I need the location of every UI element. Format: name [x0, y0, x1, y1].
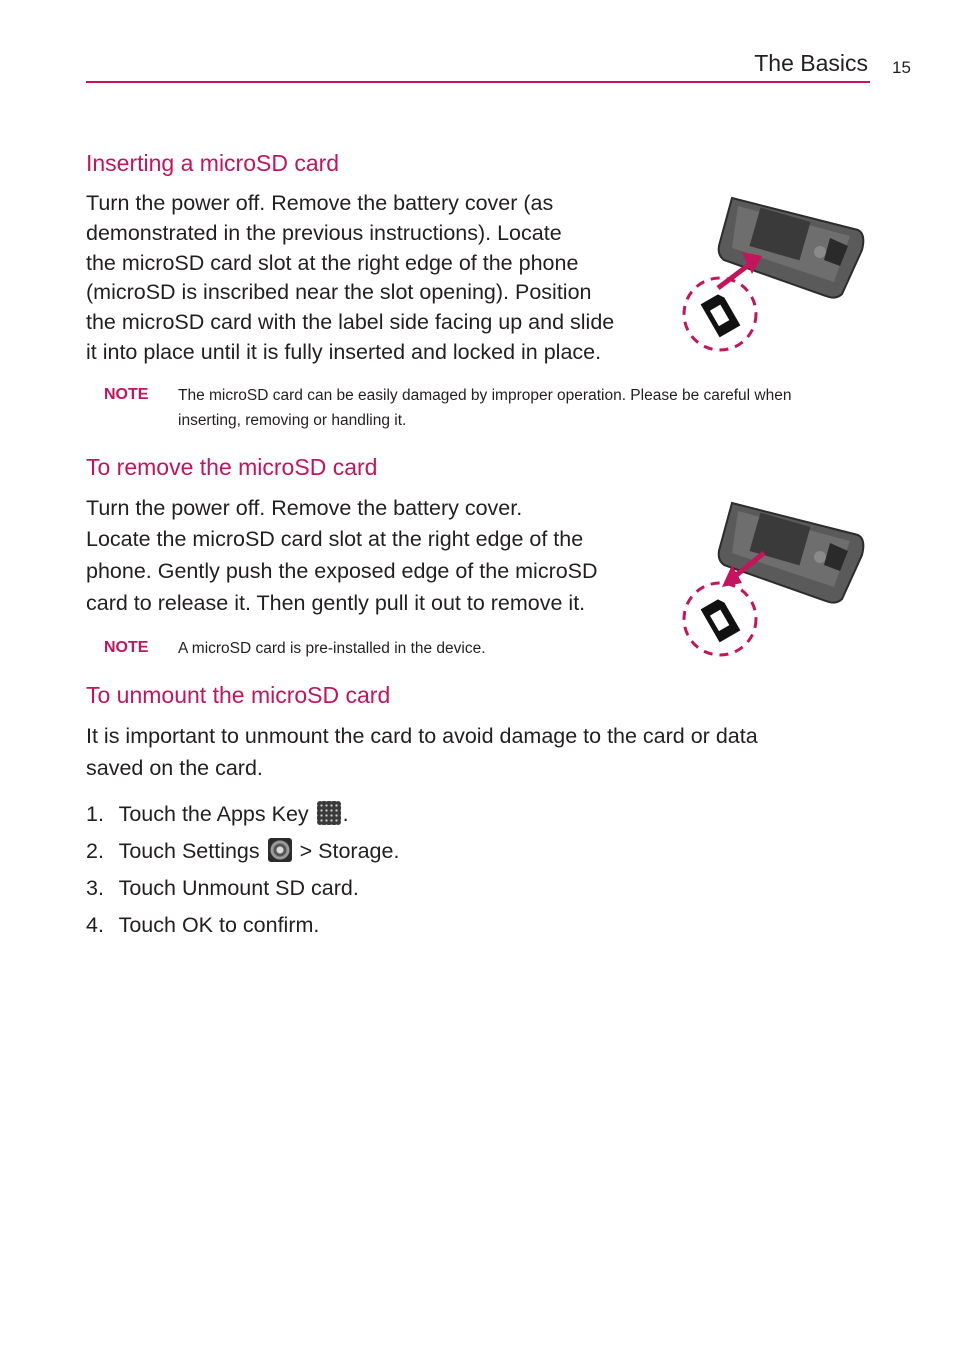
ui-label-settings: Settings	[181, 839, 260, 863]
text-line: card to release it. Then gently pull it out to remove it.	[86, 591, 586, 615]
step-item	[86, 870, 399, 907]
ui-label-ok: OK	[181, 913, 214, 937]
microsd-card-icon	[701, 292, 741, 337]
text-line: saved on the card.	[86, 756, 263, 780]
step-text: Touch	[118, 913, 182, 937]
ui-label-apps-key: Apps Key	[216, 802, 309, 826]
phone-icon	[719, 503, 864, 603]
ui-label-storage: Storage	[318, 839, 394, 863]
settings-icon	[268, 838, 292, 862]
text-line: Turn the power off. Remove the battery cover (as	[86, 191, 554, 215]
text-line: the microSD card with the label side facing up and slide	[86, 310, 615, 334]
step-number: 4.	[86, 913, 104, 937]
note-label: NOTE	[104, 639, 149, 656]
step-text: .	[393, 839, 400, 863]
text-line: demonstrated in the previous instructions). Locate	[86, 221, 562, 245]
heading-remove-microsd: To remove the microSD card	[86, 454, 378, 480]
text-line: (microSD is inscribed near the slot opening). Position	[86, 280, 592, 304]
step-item	[86, 833, 399, 870]
step-number: 1.	[86, 802, 104, 826]
ui-label-unmount-sd: Unmount SD card	[181, 876, 353, 900]
step-text: Touch	[118, 876, 182, 900]
step-text: .	[342, 802, 349, 826]
text-line: phone. Gently push the exposed edge of the microSD	[86, 559, 598, 583]
note-line: The microSD card can be easily damaged by improper operation. Please be careful when	[178, 387, 792, 404]
header-divider	[86, 81, 870, 83]
step-text: Touch the	[118, 802, 217, 826]
step-number: 2.	[86, 839, 104, 863]
step-item	[86, 796, 399, 833]
text-line: the microSD card slot at the right edge of the phone	[86, 251, 579, 275]
heading-inserting-microsd: Inserting a microSD card	[86, 150, 340, 176]
step-text: Touch	[118, 839, 182, 863]
insert-card-illustration	[680, 190, 870, 360]
text-line: Turn the power off. Remove the battery cover.	[86, 496, 523, 520]
remove-card-illustration	[680, 495, 870, 665]
microsd-card-icon	[701, 597, 741, 642]
note-text	[178, 383, 878, 433]
step-item	[86, 907, 399, 944]
step-text: to confirm.	[213, 913, 320, 937]
heading-unmount-microsd: To unmount the microSD card	[86, 682, 391, 708]
step-number: 3.	[86, 876, 104, 900]
note-text: A microSD card is pre-installed in the device.	[178, 640, 486, 657]
step-text: >	[293, 839, 319, 863]
section-title: The Basics	[754, 50, 868, 76]
text-line: Locate the microSD card slot at the right edge of the	[86, 527, 584, 551]
note-line: inserting, removing or handling it.	[178, 412, 407, 429]
step-text: .	[352, 876, 359, 900]
unmount-steps	[86, 796, 399, 944]
phone-icon	[719, 198, 864, 298]
note-label: NOTE	[104, 386, 149, 403]
apps-key-icon	[317, 801, 341, 825]
page-number: 15	[892, 58, 911, 77]
text-line: it into place until it is fully inserted and locked in place.	[86, 340, 602, 364]
text-line: It is important to unmount the card to avoid damage to the card or data	[86, 724, 758, 748]
